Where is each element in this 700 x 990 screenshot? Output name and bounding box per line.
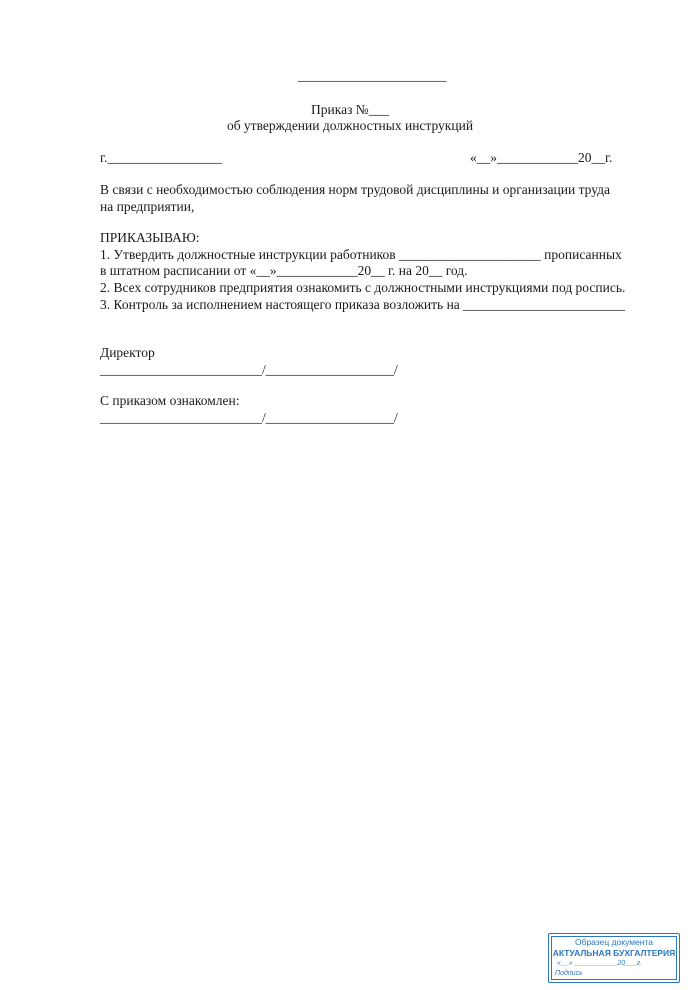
order-word: ПРИКАЗЫВАЮ:	[100, 230, 200, 245]
order-item-3: 3. Контроль за исполнением настоящего приказа возложить на ________________________	[100, 297, 626, 312]
familiarized-signature-line: ________________________/___________________/	[100, 410, 398, 425]
order-subtitle: об утверждении должностных инструкций	[226, 118, 474, 133]
sample-document-stamp	[548, 933, 680, 983]
order-item-1-line-2: в штатном расписании от «__»____________20__ г. на 20__ год.	[100, 263, 468, 278]
stamp-line-3: «__» ___________20___г.	[557, 960, 643, 967]
order-title: Приказ №___	[311, 102, 389, 117]
preamble-line-2: на предприятии,	[100, 199, 195, 214]
stamp-line-2: АКТУАЛЬНАЯ БУХГАЛТЕРИЯ	[552, 948, 676, 958]
director-label: Директор	[100, 345, 155, 360]
preamble-line-1: В связи с необходимостью соблюдения норм трудовой дисциплины и организации труда	[100, 182, 610, 197]
director-signature-line: ________________________/___________________/	[100, 362, 398, 377]
order-item-2: 2. Всех сотрудников предприятия ознакомить с должностными инструкциями под роспись.	[100, 280, 626, 295]
stamp-line-1: Образец документа	[574, 937, 654, 947]
order-item-1-line-1: 1. Утвердить должностные инструкции работников _____________________ прописанных	[100, 247, 622, 262]
date-field: «__»____________20__г.	[470, 150, 613, 165]
city-field: г._________________	[100, 150, 223, 165]
familiarized-label: С приказом ознакомлен:	[100, 393, 240, 408]
stamp-line-4: Подпись	[555, 970, 583, 977]
organization-name-line: ______________________	[298, 68, 447, 83]
